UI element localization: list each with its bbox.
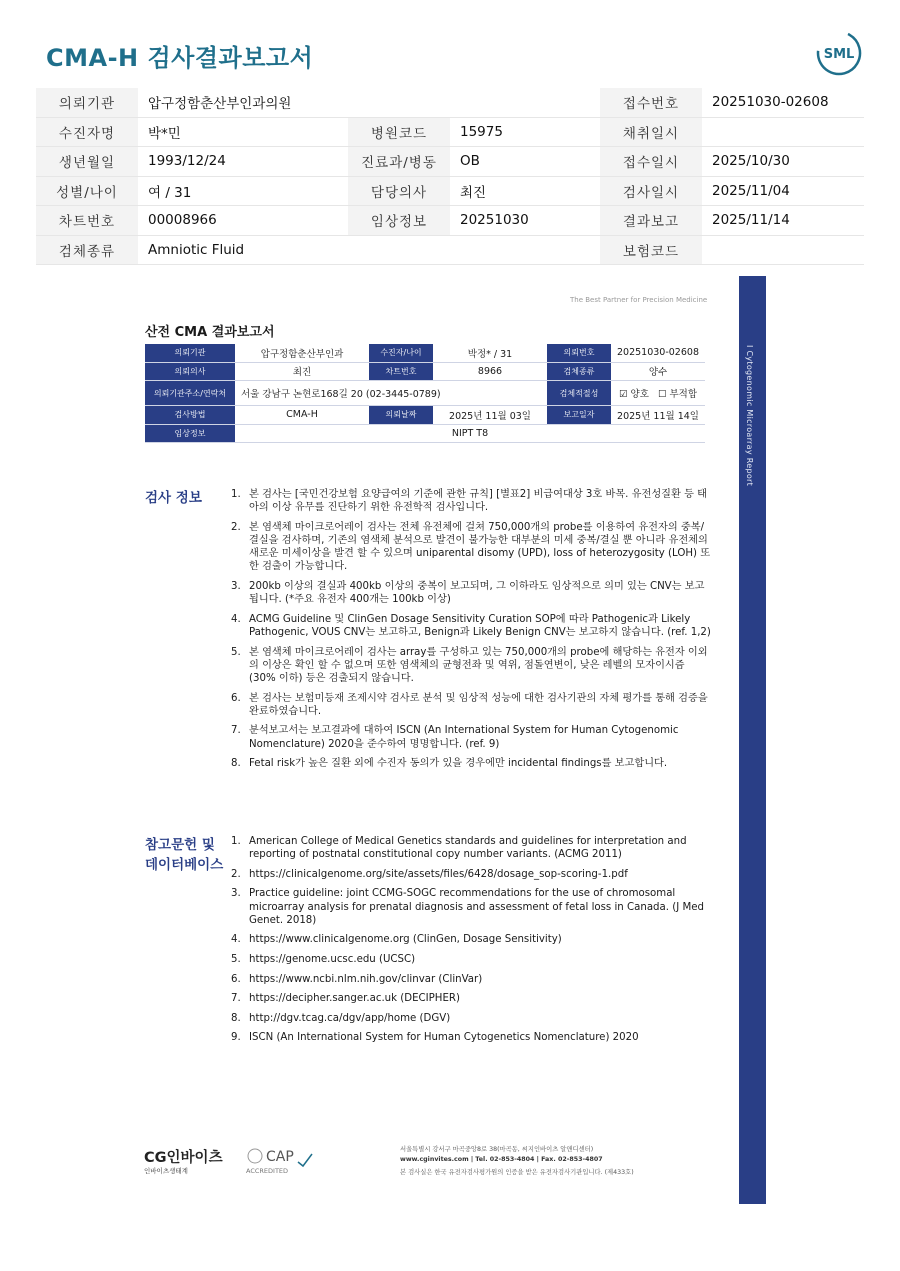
header-label: 진료과/병동 bbox=[348, 147, 450, 177]
list-item bbox=[231, 1031, 711, 1044]
cell-label: 보고일자 bbox=[547, 406, 611, 425]
header-value: 15975 bbox=[450, 117, 600, 147]
footer-address: 서울특별시 강서구 마곡중앙8로 38(마곡동, 씨지인바이츠 알앤디센터) bbox=[400, 1146, 594, 1153]
header-value: 최진 bbox=[450, 176, 600, 206]
cell-label: 임상정보 bbox=[145, 424, 235, 443]
item-number: 1. bbox=[231, 836, 241, 847]
item-number: 6. bbox=[231, 973, 241, 985]
cell-value: 2025년 11월 03일 bbox=[433, 406, 547, 425]
list-item bbox=[231, 887, 711, 927]
item-number: 8. bbox=[231, 758, 241, 770]
header-value: 00008966 bbox=[138, 206, 348, 236]
cell-value: CMA-H bbox=[235, 406, 369, 425]
header-label: 성별/나이 bbox=[36, 176, 138, 206]
list-item bbox=[231, 521, 711, 574]
header-value bbox=[450, 88, 600, 117]
item-text: http://dgv.tcag.ca/dgv/app/home (DGV) bbox=[249, 1012, 451, 1024]
cell-value: 20251030-02608 bbox=[611, 344, 705, 362]
option-adequate: ☑ 양호 bbox=[618, 389, 649, 400]
item-text: Practice guideline: joint CCMG-SOGC recommendations for the use of chromosomal microarray analysis for prenatal diagnosis and assessment of fetal loss in Canada. (J Med Genet. 2018) bbox=[249, 888, 704, 926]
list-item bbox=[231, 1012, 711, 1025]
item-text: https://decipher.sanger.ac.uk (DECIPHER) bbox=[249, 993, 460, 1005]
list-item bbox=[231, 488, 711, 514]
specimen-adequacy bbox=[611, 381, 705, 406]
tagline: The Best Partner for Precision Medicine bbox=[570, 296, 708, 304]
cell-label: 검체적절성 bbox=[547, 381, 611, 406]
list-item bbox=[231, 692, 711, 718]
header-label: 채취일시 bbox=[600, 117, 702, 147]
sml-logo bbox=[816, 30, 862, 76]
item-text: ACMG Guideline 및 ClinGen Dosage Sensitivity Curation SOP에 따라 Pathogenic과 Likely Pathogenic, VOUS CNV는 보고하고, Benign과 Likely Benign CNV는 보고하지 않습니다. (ref. 1,2) bbox=[249, 613, 711, 638]
references-heading-line1: 참고문헌 및 bbox=[145, 837, 215, 853]
item-number: 5. bbox=[231, 646, 241, 658]
cell-value: 양수 bbox=[611, 362, 705, 381]
info-heading: 검사 정보 bbox=[145, 490, 202, 506]
header-label: 검사일시 bbox=[600, 176, 702, 206]
cell-label: 의뢰번호 bbox=[547, 344, 611, 362]
item-text: https://clinicalgenome.org/site/assets/files/6428/dosage_sop-scoring-1.pdf bbox=[249, 868, 628, 880]
item-text: 본 염색체 마이크로어레이 검사는 array를 구성하고 있는 750,000개의 probe에 해당하는 유전자 이외의 이상은 확인 할 수 없으며 또한 염색체의 균형전좌 및 역위, 점돌연변이, 낮은 레벨의 모자이시즘 (30% 이하) 등은 검출되지 않습니다. bbox=[249, 646, 708, 684]
header-row bbox=[36, 235, 864, 265]
item-text: https://genome.ucsc.edu (UCSC) bbox=[249, 953, 416, 965]
list-item bbox=[231, 992, 711, 1005]
item-number: 5. bbox=[231, 953, 241, 965]
item-text: 200kb 이상의 결실과 400kb 이상의 중복이 보고되며, 그 이하라도 임상적으로 의미 있는 CNV는 보고됩니다. (*주요 유전자 400개는 100kb 이상) bbox=[249, 581, 705, 606]
header-row bbox=[36, 117, 864, 147]
item-number: 4. bbox=[231, 613, 241, 625]
cell-value: 박정* / 31 bbox=[433, 344, 547, 362]
header-value bbox=[450, 235, 600, 265]
list-item bbox=[231, 868, 711, 881]
header-info-table bbox=[36, 88, 864, 265]
header-value: 2025/11/14 bbox=[702, 206, 864, 236]
list-item bbox=[231, 613, 711, 639]
header-label: 보험코드 bbox=[600, 235, 702, 265]
header-label bbox=[348, 88, 450, 117]
header-label: 접수일시 bbox=[600, 147, 702, 177]
list-item bbox=[231, 933, 711, 946]
item-text: https://www.clinicalgenome.org (ClinGen, Dosage Sensitivity) bbox=[249, 934, 562, 946]
references-heading-line2: 데이터베이스 bbox=[145, 857, 224, 873]
cell-value: 2025년 11월 14일 bbox=[611, 406, 705, 425]
cell-label: 의뢰날짜 bbox=[369, 406, 433, 425]
report-title: CMA-H 검사결과보고서 bbox=[46, 44, 314, 72]
header-label: 의뢰기관 bbox=[36, 88, 138, 117]
cap-accredited-logo bbox=[246, 1146, 316, 1168]
side-band-text: I Cytogenomic Microarray Report bbox=[745, 345, 754, 487]
table-row bbox=[145, 344, 705, 362]
header-value: 2025/10/30 bbox=[702, 147, 864, 177]
header-value: 여 / 31 bbox=[138, 176, 348, 206]
header-value: 2025/11/04 bbox=[702, 176, 864, 206]
header-row bbox=[36, 176, 864, 206]
item-number: 9. bbox=[231, 1032, 241, 1044]
list-item bbox=[231, 646, 711, 686]
header-label: 임상정보 bbox=[348, 206, 450, 236]
header-value bbox=[702, 235, 864, 265]
cell-label: 의뢰의사 bbox=[145, 362, 235, 381]
header-label bbox=[348, 235, 450, 265]
item-text: 본 검사는 [국민건강보험 요양급여의 기준에 관한 규칙] [별표2] 비급여대상 3호 바목. 유전성질환 등 태아의 이상 유무를 진단하기 위한 유전학적 검사입니다. bbox=[249, 489, 707, 514]
header-label: 담당의사 bbox=[348, 176, 450, 206]
cell-label: 의뢰기관 bbox=[145, 344, 235, 362]
item-text: 본 염색체 마이크로어레이 검사는 전체 유전체에 걸쳐 750,000개의 probe를 이용하여 유전자의 중복/결실을 검사하며, 기존의 염색체 분석으로 발견이 불가능한 대부분의 미세 중복/결실 뿐 아니라 유전체의 새로운 미세이상을 발견 할 수 있으며 uniparental disomy (UPD), loss of heterozygosity (LOH) 또한 검출이 가능합니다. bbox=[249, 521, 711, 573]
cell-value: 최진 bbox=[235, 362, 369, 381]
header-label: 결과보고 bbox=[600, 206, 702, 236]
cell-value: NIPT T8 bbox=[235, 424, 705, 443]
header-value: 압구정함춘산부인과의원 bbox=[138, 88, 348, 117]
item-number: 2. bbox=[231, 521, 241, 533]
item-text: https://www.ncbi.nlm.nih.gov/clinvar (ClinVar) bbox=[249, 973, 483, 985]
cell-label: 검사방법 bbox=[145, 406, 235, 425]
option-inadequate: ☐ 부적합 bbox=[657, 389, 698, 400]
header-value: 20251030-02608 bbox=[702, 88, 864, 117]
header-label: 수진자명 bbox=[36, 117, 138, 147]
list-item bbox=[231, 724, 711, 750]
header-value: Amniotic Fluid bbox=[138, 235, 348, 265]
item-number: 6. bbox=[231, 692, 241, 704]
header-value: 박*민 bbox=[138, 117, 348, 147]
info-list bbox=[231, 488, 711, 777]
header-row bbox=[36, 206, 864, 236]
footer-cert: 본 검사실은 한국 유전자검사평가원의 인증을 받은 유전자검사기관입니다. (제433호) bbox=[400, 1169, 634, 1176]
footer-address-block bbox=[400, 1145, 634, 1178]
list-item bbox=[231, 835, 711, 861]
item-number: 8. bbox=[231, 1012, 241, 1024]
table-row bbox=[145, 424, 705, 443]
item-text: American College of Medical Genetics standards and guidelines for interpretation and reporting of postnatal constitutional copy number variants. (ACMG 2011) bbox=[249, 836, 687, 861]
list-item bbox=[231, 973, 711, 986]
cma-report-title: 산전 CMA 결과보고서 bbox=[145, 325, 275, 340]
cell-label: 수진자/나이 bbox=[369, 344, 433, 362]
item-text: 분석보고서는 보고결과에 대하여 ISCN (An International System for Human Cytogenomic Nomenclature) 2020을 준수하여 명명합니다. (ref. 9) bbox=[249, 725, 679, 750]
list-item bbox=[231, 580, 711, 606]
item-number: 7. bbox=[231, 993, 241, 1005]
header-value: 20251030 bbox=[450, 206, 600, 236]
item-number: 3. bbox=[231, 888, 241, 900]
item-number: 2. bbox=[231, 868, 241, 880]
cma-summary-table bbox=[145, 344, 705, 443]
header-row bbox=[36, 88, 864, 117]
cg-invites-sublogo: 인바이츠생태계 bbox=[144, 1167, 188, 1175]
header-label: 병원코드 bbox=[348, 117, 450, 147]
item-number: 7. bbox=[231, 725, 241, 737]
header-value: OB bbox=[450, 147, 600, 177]
header-value bbox=[702, 117, 864, 147]
item-number: 1. bbox=[231, 489, 241, 500]
list-item bbox=[231, 953, 711, 966]
cell-label: 의뢰기관주소/연락처 bbox=[145, 381, 235, 406]
header-label: 검체종류 bbox=[36, 235, 138, 265]
cap-text: CAP bbox=[266, 1149, 294, 1165]
cell-value: 서울 강남구 논현로168길 20 (02-3445-0789) bbox=[235, 381, 547, 406]
cell-label: 차트번호 bbox=[369, 362, 433, 381]
cell-value: 8966 bbox=[433, 362, 547, 381]
references-list bbox=[231, 835, 711, 1051]
header-value: 1993/12/24 bbox=[138, 147, 348, 177]
item-text: 본 검사는 보험미등재 조제시약 검사로 분석 및 임상적 성능에 대한 검사기관의 자체 평가를 통해 검증을 완료하였습니다. bbox=[249, 692, 708, 717]
header-row bbox=[36, 147, 864, 177]
logo-text: SML bbox=[823, 47, 855, 62]
cell-label: 검체종류 bbox=[547, 362, 611, 381]
item-number: 3. bbox=[231, 581, 241, 592]
cap-accredited-text: ACCREDITED bbox=[246, 1167, 289, 1175]
header-label: 차트번호 bbox=[36, 206, 138, 236]
references-heading bbox=[145, 835, 223, 875]
header-label: 생년월일 bbox=[36, 147, 138, 177]
table-row bbox=[145, 381, 705, 406]
table-row bbox=[145, 406, 705, 425]
cell-value: 압구정함춘산부인과 bbox=[235, 344, 369, 362]
table-row bbox=[145, 362, 705, 381]
cg-invites-logo: CG인바이츠 bbox=[144, 1150, 223, 1166]
item-text: Fetal risk가 높은 질환 외에 수진자 동의가 있을 경우에만 incidental findings를 보고합니다. bbox=[249, 758, 668, 770]
item-number: 4. bbox=[231, 934, 241, 946]
footer-contact: www.cginvites.com | Tel. 02-853-4804 | Fax. 02-853-4807 bbox=[400, 1156, 603, 1163]
list-item bbox=[231, 757, 711, 770]
header-label: 접수번호 bbox=[600, 88, 702, 117]
item-text: ISCN (An International System for Human Cytogenetics Nomenclature) 2020 bbox=[249, 1032, 639, 1044]
